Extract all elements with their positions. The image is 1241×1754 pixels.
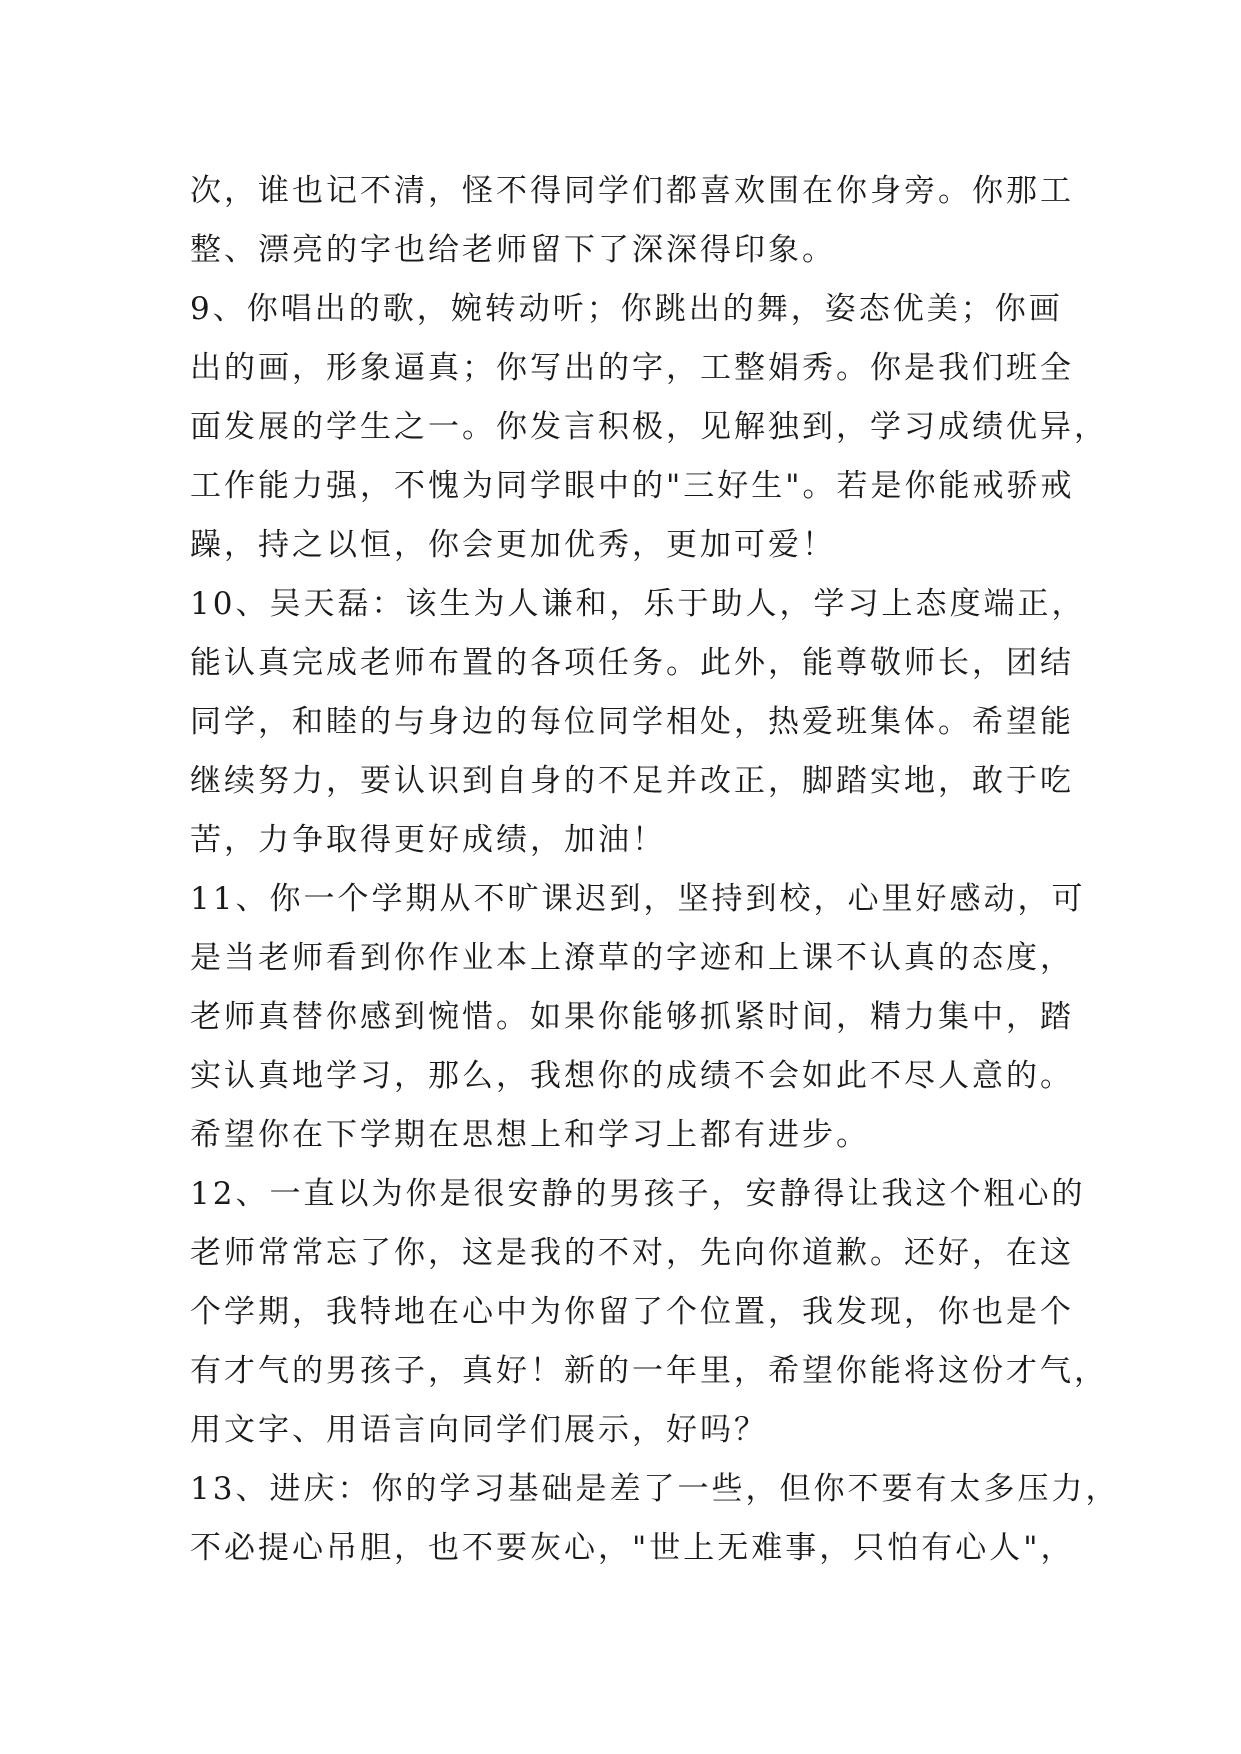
text-line: 整、漂亮的字也给老师留下了深深得印象。 [190, 232, 836, 268]
text-line: 次，谁也记不清，怪不得同学们都喜欢围在你身旁。你那工 [190, 173, 1074, 209]
text-line: 个学期，我特地在心中为你留了个位置，我发现，你也是个 [190, 1294, 1074, 1330]
text-line: 13、进庆：你的学习基础是差了一些，但你不要有太多压力， [190, 1471, 1120, 1507]
text-line: 工作能力强，不愧为同学眼中的"三好生"。若是你能戒骄戒 [190, 468, 1075, 504]
text-line: 实认真地学习，那么，我想你的成绩不会如此不尽人意的。 [190, 1058, 1074, 1094]
text-line: 希望你在下学期在思想上和学习上都有进步。 [190, 1117, 870, 1153]
text-line: 9、你唱出的歌，婉转动听；你跳出的舞，姿态优美；你画 [190, 291, 1063, 327]
text-line: 苦，力争取得更好成绩，加油！ [190, 822, 666, 858]
text-line: 老师常常忘了你，这是我的不对，先向你道歉。还好，在这 [190, 1235, 1074, 1271]
text-line: 能认真完成老师布置的各项任务。此外，能尊敬师长，团结 [190, 645, 1074, 681]
text-line: 老师真替你感到惋惜。如果你能够抓紧时间，精力集中，踏 [190, 999, 1074, 1035]
text-line: 不必提心吊胆，也不要灰心，"世上无难事，只怕有心人"， [190, 1530, 1075, 1566]
document-body [190, 162, 1120, 1578]
text-line: 11、你一个学期从不旷课迟到，坚持到校，心里好感动，可 [190, 881, 1086, 917]
text-line: 有才气的男孩子，真好！新的一年里，希望你能将这份才气， [190, 1353, 1108, 1389]
text-line: 同学，和睦的与身边的每位同学相处，热爱班集体。希望能 [190, 704, 1074, 740]
text-line: 继续努力，要认识到自身的不足并改正，脚踏实地，敢于吃 [190, 763, 1074, 799]
text-line: 12、一直以为你是很安静的男孩子，安静得让我这个粗心的 [190, 1176, 1086, 1212]
text-line: 10、吴天磊：该生为人谦和，乐于助人，学习上态度端正， [190, 586, 1086, 622]
text-line: 面发展的学生之一。你发言积极，见解独到，学习成绩优异， [190, 409, 1108, 445]
text-line: 出的画，形象逼真；你写出的字，工整娟秀。你是我们班全 [190, 350, 1074, 386]
text-line: 是当老师看到你作业本上潦草的字迹和上课不认真的态度， [190, 940, 1074, 976]
text-line: 用文字、用语言向同学们展示，好吗？ [190, 1412, 768, 1448]
text-line: 躁，持之以恒，你会更加优秀，更加可爱！ [190, 527, 836, 563]
